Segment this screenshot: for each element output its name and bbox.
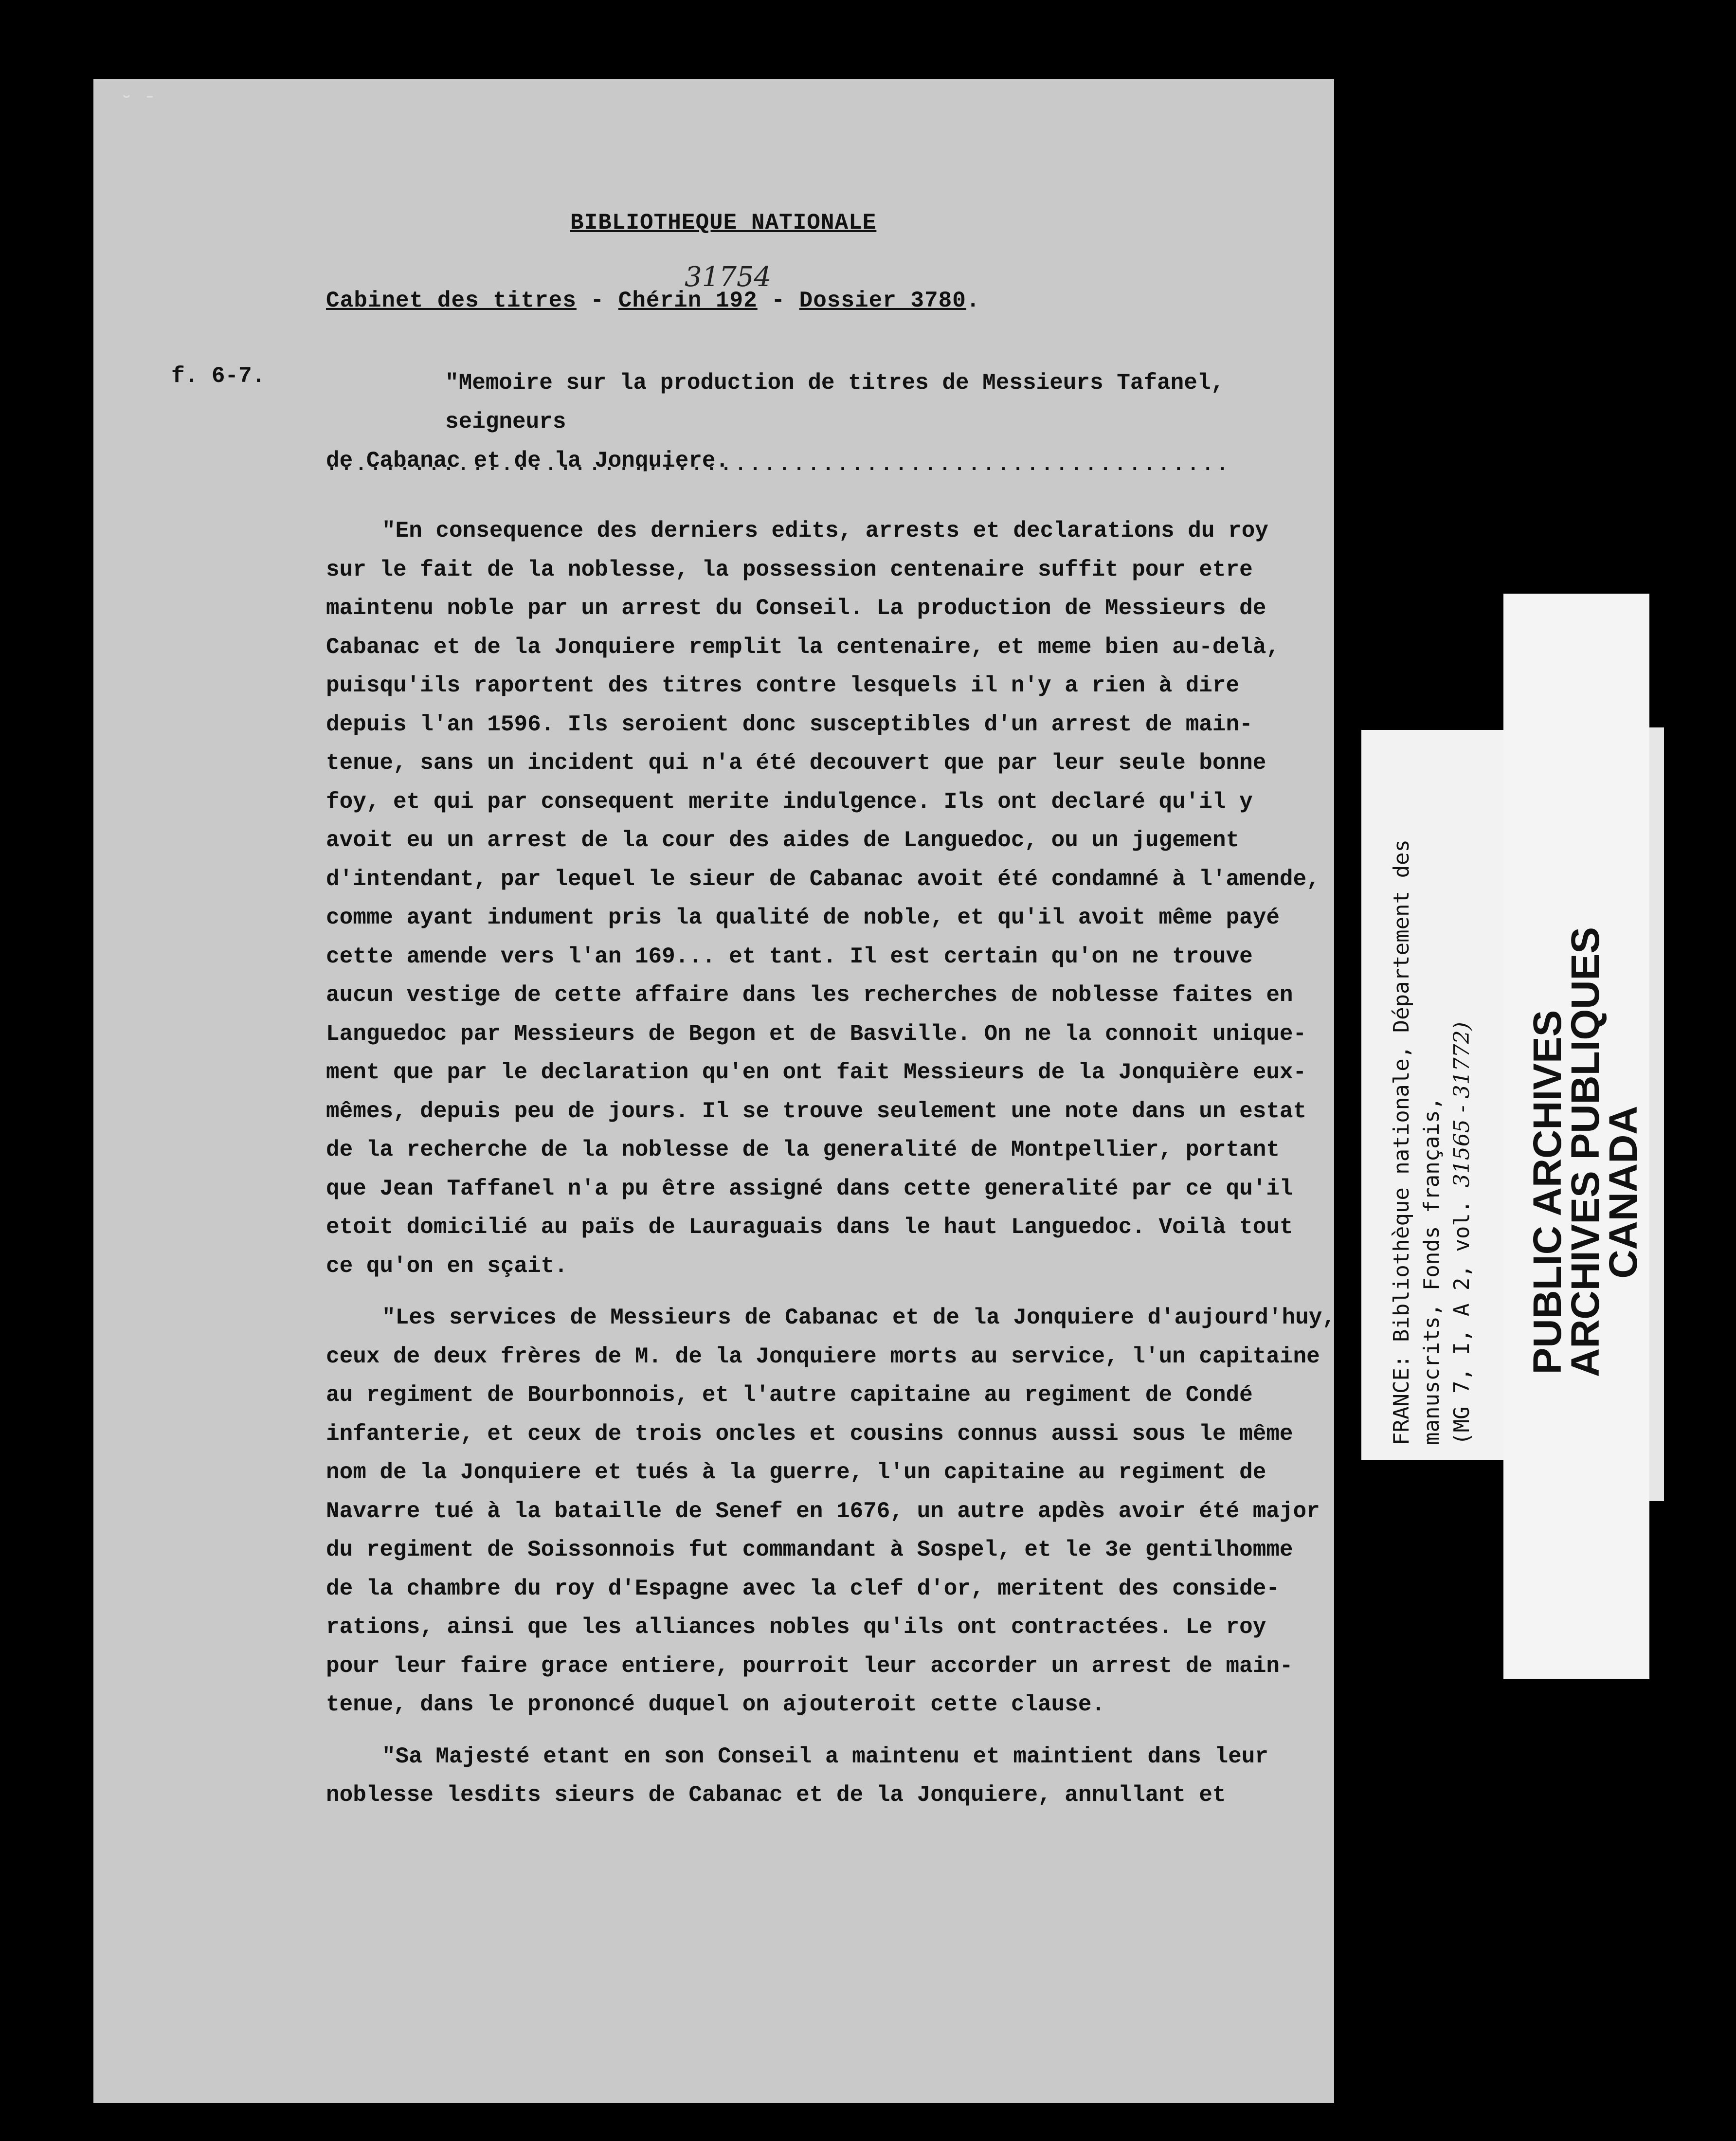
subheader-dossier: Dossier 3780 [799,288,966,313]
subheader-separator: - [757,288,799,313]
text-line: ment que par le declaration qu'en ont fait Messieurs de la Jonquière eux- [326,1060,1307,1085]
text-line: du regiment de Soissonnois fut commandant à Sospel, et le 3e gentilhomme [326,1537,1293,1562]
text-line: tenue, dans le prononcé duquel on ajouteroit cette clause. [326,1692,1105,1717]
paragraph [326,1738,1268,1815]
document-page [93,79,1334,2103]
text-line: foy, et qui par consequent merite indulgence. Ils ont declaré qu'il y [326,789,1253,815]
text-line: sur le fait de la noblesse, la possession centenaire suffit pour etre [326,557,1253,582]
text-line: ceux de deux frères de M. de la Jonquiere morts au service, l'un capitaine [326,1343,1320,1369]
paragraph [326,1299,1336,1724]
archive-catalog-label [1361,730,1517,1460]
text-line: infanterie, et ceux de trois oncles et cousins connus aussi sous le même [326,1421,1293,1447]
text-line: pour leur faire grace entiere, pourroit leur accorder un arrest de main- [326,1653,1293,1679]
text-line: comme ayant indument pris la qualité de noble, et qu'il avoit même payé [326,905,1280,930]
text-line: tenue, sans un incident qui n'a été decouvert que par leur seule bonne [326,750,1266,776]
text-line: Cabanac et de la Jonquiere remplit la centenaire, et meme bien au-delà, [326,634,1280,660]
archives-stamp-label [1503,594,1649,1679]
document-header: BIBLIOTHEQUE NATIONALE [570,210,877,236]
catalog-line [1447,740,1477,1445]
catalog-line: manuscrits, Fonds français, [1419,1097,1444,1445]
text-line: Navarre tué à la bataille de Senef en 1676, un autre apdès avoir été major [326,1498,1320,1524]
text-line: Languedoc par Messieurs de Begon et de Basville. On ne la connoit unique- [326,1021,1307,1047]
text-line: maintenu noble par un arrest du Conseil. La production de Messieurs de [326,596,1266,621]
catalog-text [1387,740,1477,1445]
text-line: puisqu'ils raportent des titres contre lesquels il n'y a rien à dire [326,673,1240,698]
text-line: au regiment de Bourbonnois, et l'autre capitaine au regiment de Condé [326,1382,1253,1408]
text-line: mêmes, depuis peu de jours. Il se trouve seulement une note dans un estat [326,1098,1307,1124]
catalog-line: FRANCE: Bibliothèque nationale, Département des [1389,839,1414,1445]
title-line: "Memoire sur la production de titres de Messieurs Tafanel, seigneurs [445,370,1225,435]
text-line: etoit domicilié au païs de Lauraguais dans le haut Languedoc. Voilà tout [326,1215,1293,1240]
text-line: cette amende vers l'an 169... et tant. Il est certain qu'on ne trouve [326,943,1253,969]
text-line: de la chambre du roy d'Espagne avec la clef d'or, meritent des conside- [326,1576,1280,1601]
subheader-separator: - [576,288,618,313]
text-line: "Sa Majesté etant en son Conseil a maintenu et maintient dans leur [382,1743,1268,1769]
text-line: de la recherche de la noblesse de la generalité de Montpellier, portant [326,1137,1280,1162]
title-line: de Cabanac et de la Jonquiere. [326,448,729,473]
text-line: depuis l'an 1596. Ils seroient donc susceptibles d'un arrest de main- [326,711,1253,737]
text-line: rations, ainsi que les alliances nobles qu'ils ont contractées. Le roy [326,1615,1266,1640]
stamp-line: CANADA [1601,1106,1646,1279]
text-line: "En consequence des derniers edits, arrests et declarations du roy [382,518,1268,544]
handwritten-number: 31754 [685,261,772,293]
subheader-cabinet: Cabinet des titres [326,288,577,313]
stamp-line: PUBLIC ARCHIVES [1525,1010,1570,1375]
subheader-end: . [966,288,980,313]
paragraph [326,512,1320,1286]
text-line: "Les services de Messieurs de Cabanac et de la Jonquiere d'aujourd'huy, [382,1305,1336,1330]
text-line: avoit eu un arrest de la cour des aides de Languedoc, ou un jugement [326,828,1240,853]
stamp-line: ARCHIVES PUBLIQUES [1563,927,1608,1377]
document-subheader [326,288,980,313]
text-line: que Jean Taffanel n'a pu être assigné dans cette generalité par ce qu'il [326,1176,1293,1201]
dotted-separator [326,461,1246,471]
folio-reference: f. 6-7. [171,363,266,389]
text-line: ce qu'on en sçait. [326,1253,568,1279]
handwritten-volume: 31565 - 31772) [1449,1022,1474,1188]
text-line: d'intendant, par lequel le sieur de Cabanac avoit été condamné à l'amende, [326,866,1320,892]
archives-stamp [1525,927,1646,1377]
text-line: noblesse lesdits sieurs de Cabanac et de la Jonquiere, annullant et [326,1782,1226,1808]
subheader-cherin: Chérin 192 [618,288,758,313]
text-line: nom de la Jonquiere et tués à la guerre, l'un capitaine au regiment de [326,1460,1266,1485]
corner-mark: ˘ ˉ [121,93,156,115]
text-line: aucun vestige de cette affaire dans les recherches de noblesse faites en [326,982,1293,1008]
document-body [326,512,1336,1828]
catalog-line-prefix: (MG 7, I, A 2, vol. [1449,1187,1474,1445]
